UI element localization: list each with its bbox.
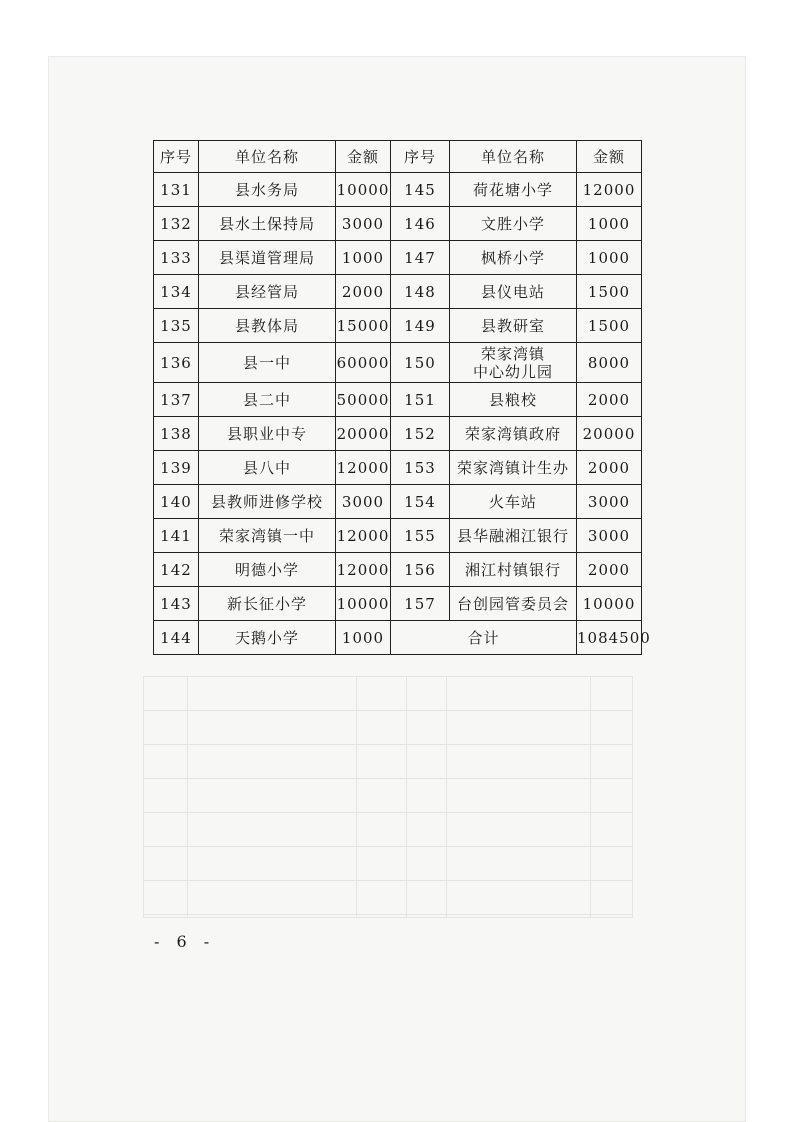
cell-amount: 12000 — [336, 451, 391, 485]
cell-unit: 枫桥小学 — [450, 241, 577, 275]
cell-seq: 132 — [154, 207, 199, 241]
cell-amount: 20000 — [577, 417, 642, 451]
cell-seq: 138 — [154, 417, 199, 451]
total-label: 合计 — [391, 621, 577, 655]
table-row — [154, 519, 642, 553]
table-row — [154, 241, 642, 275]
cell-unit: 火车站 — [450, 485, 577, 519]
cell-unit: 县一中 — [199, 343, 336, 383]
table-header-row — [154, 141, 642, 173]
header-seq-2: 序号 — [391, 141, 450, 173]
cell-amount: 15000 — [336, 309, 391, 343]
cell-seq: 140 — [154, 485, 199, 519]
table-row — [154, 485, 642, 519]
header-unit-2: 单位名称 — [450, 141, 577, 173]
cell-amount: 1000 — [336, 241, 391, 275]
cell-amount: 1000 — [336, 621, 391, 655]
table-row — [154, 275, 642, 309]
cell-seq: 154 — [391, 485, 450, 519]
table-row — [154, 553, 642, 587]
cell-seq: 135 — [154, 309, 199, 343]
cell-amount: 12000 — [336, 519, 391, 553]
cell-amount: 1000 — [577, 207, 642, 241]
cell-unit: 县职业中专 — [199, 417, 336, 451]
cell-unit: 县二中 — [199, 383, 336, 417]
cell-seq: 157 — [391, 587, 450, 621]
cell-unit: 台创园管委员会 — [450, 587, 577, 621]
cell-unit: 县八中 — [199, 451, 336, 485]
cell-seq: 131 — [154, 173, 199, 207]
cell-seq: 147 — [391, 241, 450, 275]
table-row — [154, 383, 642, 417]
cell-unit: 县华融湘江银行 — [450, 519, 577, 553]
cell-unit: 天鹅小学 — [199, 621, 336, 655]
cell-amount: 12000 — [577, 173, 642, 207]
cell-amount: 12000 — [336, 553, 391, 587]
header-seq-1: 序号 — [154, 141, 199, 173]
page-number: - 6 - — [154, 932, 216, 951]
table-row — [154, 343, 642, 383]
cell-unit: 县经管局 — [199, 275, 336, 309]
header-unit-1: 单位名称 — [199, 141, 336, 173]
cell-unit: 文胜小学 — [450, 207, 577, 241]
cell-unit: 县教研室 — [450, 309, 577, 343]
bleed-through-shadow — [143, 676, 633, 918]
cell-seq: 146 — [391, 207, 450, 241]
cell-unit: 荣家湾镇政府 — [450, 417, 577, 451]
cell-unit: 县教体局 — [199, 309, 336, 343]
cell-unit: 县教师进修学校 — [199, 485, 336, 519]
cell-seq: 133 — [154, 241, 199, 275]
table-row — [154, 451, 642, 485]
header-amount-2: 金额 — [577, 141, 642, 173]
cell-amount: 60000 — [336, 343, 391, 383]
cell-amount: 3000 — [336, 485, 391, 519]
table-row — [154, 417, 642, 451]
table-row — [154, 309, 642, 343]
table-row — [154, 173, 642, 207]
cell-seq: 134 — [154, 275, 199, 309]
cell-seq: 145 — [391, 173, 450, 207]
cell-amount: 20000 — [336, 417, 391, 451]
cell-amount: 2000 — [336, 275, 391, 309]
cell-seq: 152 — [391, 417, 450, 451]
cell-seq: 148 — [391, 275, 450, 309]
cell-amount: 3000 — [336, 207, 391, 241]
cell-seq: 153 — [391, 451, 450, 485]
cell-unit: 县水土保持局 — [199, 207, 336, 241]
cell-amount: 8000 — [577, 343, 642, 383]
cell-unit: 荣家湾镇一中 — [199, 519, 336, 553]
cell-seq: 136 — [154, 343, 199, 383]
header-amount-1: 金额 — [336, 141, 391, 173]
cell-amount: 2000 — [577, 383, 642, 417]
cell-amount: 10000 — [336, 173, 391, 207]
cell-amount: 10000 — [336, 587, 391, 621]
cell-unit: 县粮校 — [450, 383, 577, 417]
cell-amount: 2000 — [577, 451, 642, 485]
cell-seq: 143 — [154, 587, 199, 621]
cell-unit: 湘江村镇银行 — [450, 553, 577, 587]
cell-unit: 明德小学 — [199, 553, 336, 587]
cell-seq: 156 — [391, 553, 450, 587]
cell-seq: 139 — [154, 451, 199, 485]
cell-unit: 县水务局 — [199, 173, 336, 207]
cell-amount: 50000 — [336, 383, 391, 417]
cell-amount: 3000 — [577, 485, 642, 519]
cell-seq: 141 — [154, 519, 199, 553]
cell-amount: 2000 — [577, 553, 642, 587]
total-value: 1084500 — [577, 621, 642, 655]
cell-seq: 151 — [391, 383, 450, 417]
cell-unit: 县渠道管理局 — [199, 241, 336, 275]
cell-amount: 1500 — [577, 275, 642, 309]
cell-seq: 137 — [154, 383, 199, 417]
table-row — [154, 587, 642, 621]
table-total-row — [154, 621, 642, 655]
cell-seq: 155 — [391, 519, 450, 553]
cell-amount: 10000 — [577, 587, 642, 621]
cell-unit: 县仪电站 — [450, 275, 577, 309]
table-row — [154, 207, 642, 241]
cell-seq: 150 — [391, 343, 450, 383]
cell-amount: 1000 — [577, 241, 642, 275]
cell-amount: 1500 — [577, 309, 642, 343]
cell-unit: 荣家湾镇 中心幼儿园 — [450, 343, 577, 383]
cell-seq: 149 — [391, 309, 450, 343]
cell-amount: 3000 — [577, 519, 642, 553]
cell-seq: 142 — [154, 553, 199, 587]
cell-unit: 新长征小学 — [199, 587, 336, 621]
cell-unit: 荣家湾镇计生办 — [450, 451, 577, 485]
cell-unit: 荷花塘小学 — [450, 173, 577, 207]
cell-seq: 144 — [154, 621, 199, 655]
funds-table — [153, 140, 651, 655]
